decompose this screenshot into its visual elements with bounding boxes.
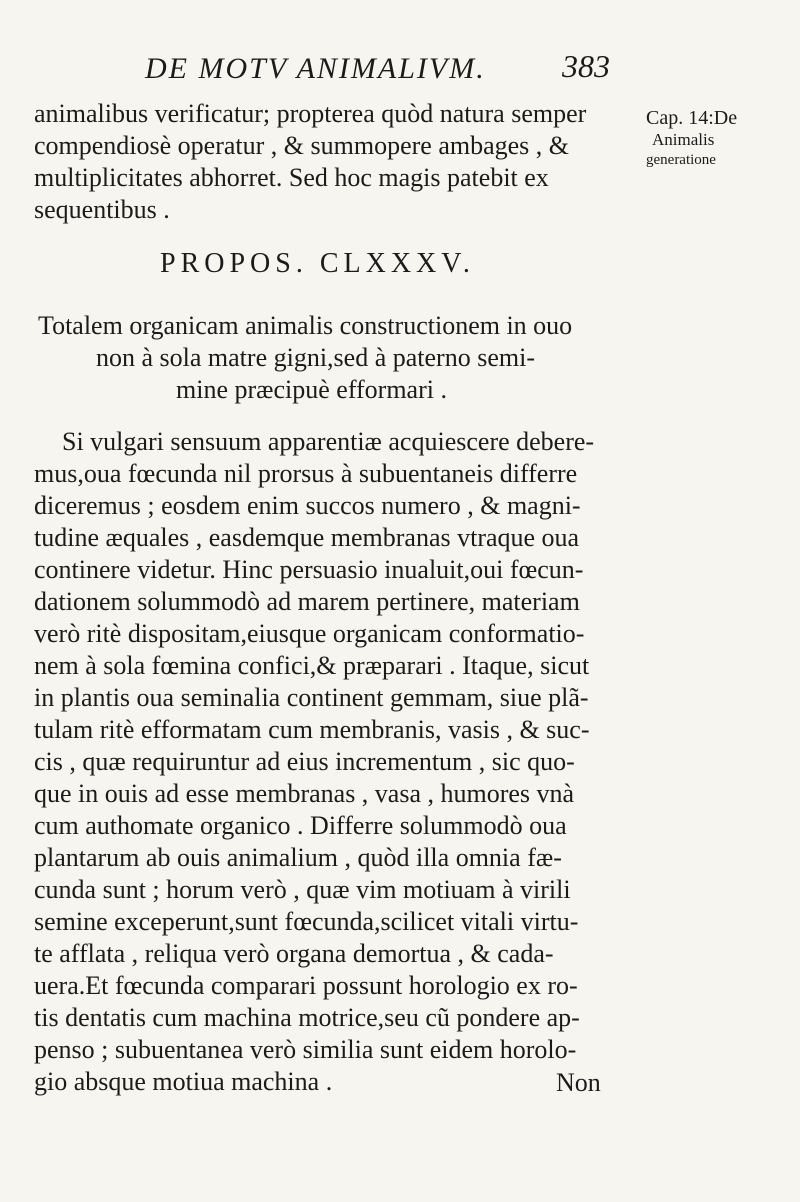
text-line: continere videtur. Hinc persuasio inualuit,oui fœcun- [34,555,584,584]
text-line: diceremus ; eosdem enim succos numero , & magni- [34,491,581,520]
text-line: cum authomate organico . Differre solummodò oua [34,811,567,840]
margin-note-line: generatione [646,152,716,168]
text-line: animalibus verificatur; propterea quòd natura semper [34,99,587,128]
text-line: nem à sola fœmina confici,& præparari . Itaque, sicut [34,651,590,680]
text-line: gio absque motiua machina . [34,1067,333,1096]
text-line: Si vulgari sensuum apparentiæ acquiescere debere- [62,427,595,456]
statement-line: non à sola matre gigni,sed à paterno semi- [96,343,535,372]
text-line: cunda sunt ; horum verò , quæ vim motiuam à virili [34,875,571,904]
text-line: dationem solummodò ad marem pertinere, materiam [34,587,580,616]
text-line: compendiosè operatur , & summopere ambages , & [34,131,570,160]
margin-note [646,108,796,171]
text-line: tis dentatis cum machina motrice,seu cũ pondere ap- [34,1003,580,1032]
text-line: sequentibus . [34,195,170,224]
page-number: 383 [562,48,610,84]
body-paragraph [34,426,644,1098]
text-line: mus,oua fœcunda nil prorsus à subuentaneis differre [34,459,578,488]
margin-note-line: Cap. 14:De [646,107,738,129]
intro-paragraph [34,98,644,226]
text-line: cis , quæ requiruntur ad eius incrementum , sic quo- [34,747,575,776]
text-line: penso ; subuentanea verò similia sunt eidem horolo- [34,1035,577,1064]
text-line: uera.Et fœcunda comparari possunt horologio ex ro- [34,971,578,1000]
margin-note-line: Animalis [652,130,715,149]
proposition-heading: PROPOS. CLXXXV. [160,248,475,279]
text-line: tulam ritè efformatam cum membranis, vasis , & suc- [34,715,590,744]
text-line: tudine æquales , easdemque membranas vtraque oua [34,523,580,552]
running-head [0,48,800,88]
text-line: verò ritè dispositam,eiusque organicam conformatio- [34,619,585,648]
statement-line: Totalem organicam animalis constructionem in ouo [38,311,573,340]
text-line: semine exceperunt,sunt fœcunda,scilicet vitali virtu- [34,907,579,936]
text-line: multiplicitates abhorret. Sed hoc magis patebit ex [34,163,549,192]
running-title: DE MOTV ANIMALIVM. [145,52,486,85]
proposition-statement [38,310,648,406]
text-line: que in ouis ad esse membranas , vasa , humores vnà [34,779,575,808]
text-line: te afflata , reliqua verò organa demortua , & cada- [34,939,554,968]
statement-line: mine præcipuè efformari . [176,375,447,404]
catchword: Non [556,1068,601,1097]
text-line: plantarum ab ouis animalium , quòd illa omnia fæ- [34,843,562,872]
text-line: in plantis oua seminalia continent gemmam, siue plã- [34,683,589,712]
